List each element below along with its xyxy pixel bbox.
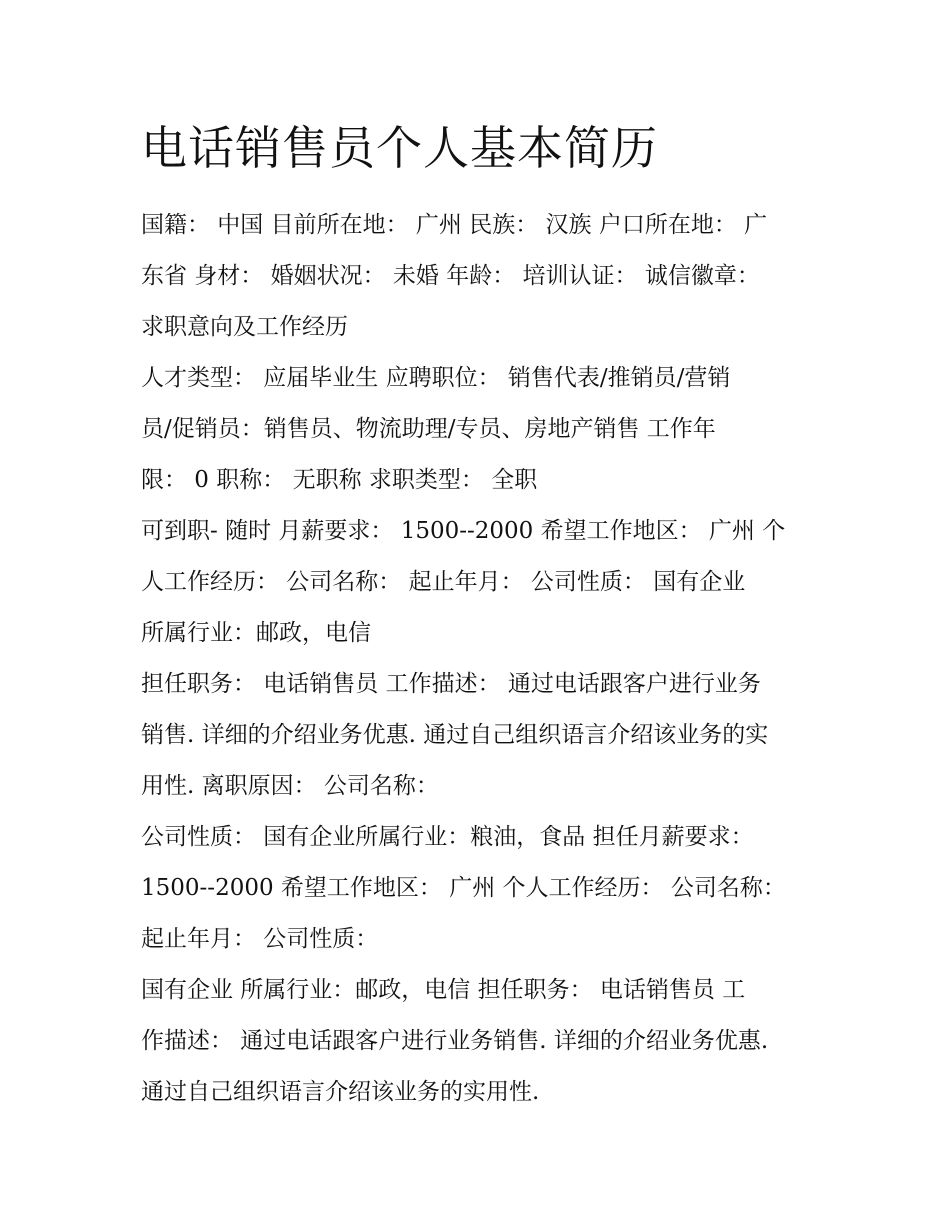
- text-line: 人才类型： 应届毕业生 应聘职位： 销售代表/推销员/营销: [141, 365, 731, 391]
- text-line: 国有企业 所属行业：邮政，电信 担任职务： 电话销售员 工: [141, 977, 746, 1003]
- text-line: 销售. 详细的介绍业务优惠. 通过自己组织语言介绍该业务的实: [141, 722, 769, 748]
- text-line: 东省 身材： 婚姻状况： 未婚 年龄： 培训认证： 诚信徽章：: [141, 263, 760, 289]
- text-line: 员/促销员：销售员、物流助理/专员、房地产销售 工作年: [141, 416, 716, 442]
- text-line: 担任职务： 电话销售员 工作描述： 通过电话跟客户进行业务: [141, 671, 761, 697]
- text-line: 可到职- 随时 月薪要求： 1500--2000 希望工作地区： 广州 个: [141, 518, 786, 544]
- text-line: 1500--2000 希望工作地区： 广州 个人工作经历： 公司名称：: [141, 875, 786, 901]
- text-line: 用性. 离职原因： 公司名称：: [141, 773, 439, 799]
- section-heading: 求职意向及工作经历: [141, 314, 348, 340]
- resume-body: [141, 200, 821, 1118]
- text-line: 起止年月： 公司性质：: [141, 926, 379, 952]
- page-title: 电话销售员个人基本简历: [141, 121, 658, 175]
- text-line: 作描述： 通过电话跟客户进行业务销售. 详细的介绍业务优惠.: [141, 1028, 769, 1054]
- text-line: 通过自己组织语言介绍该业务的实用性.: [141, 1079, 540, 1105]
- text-line: 公司性质： 国有企业所属行业：粮油，食品 担任月薪要求：: [141, 824, 754, 850]
- text-line: 人工作经历： 公司名称： 起止年月： 公司性质： 国有企业: [141, 569, 746, 595]
- text-line: 国籍： 中国 目前所在地： 广州 民族： 汉族 户口所在地： 广: [141, 212, 768, 238]
- text-line: 限： 0 职称： 无职称 求职类型： 全职: [141, 467, 538, 493]
- text-line: 所属行业：邮政，电信: [141, 620, 371, 646]
